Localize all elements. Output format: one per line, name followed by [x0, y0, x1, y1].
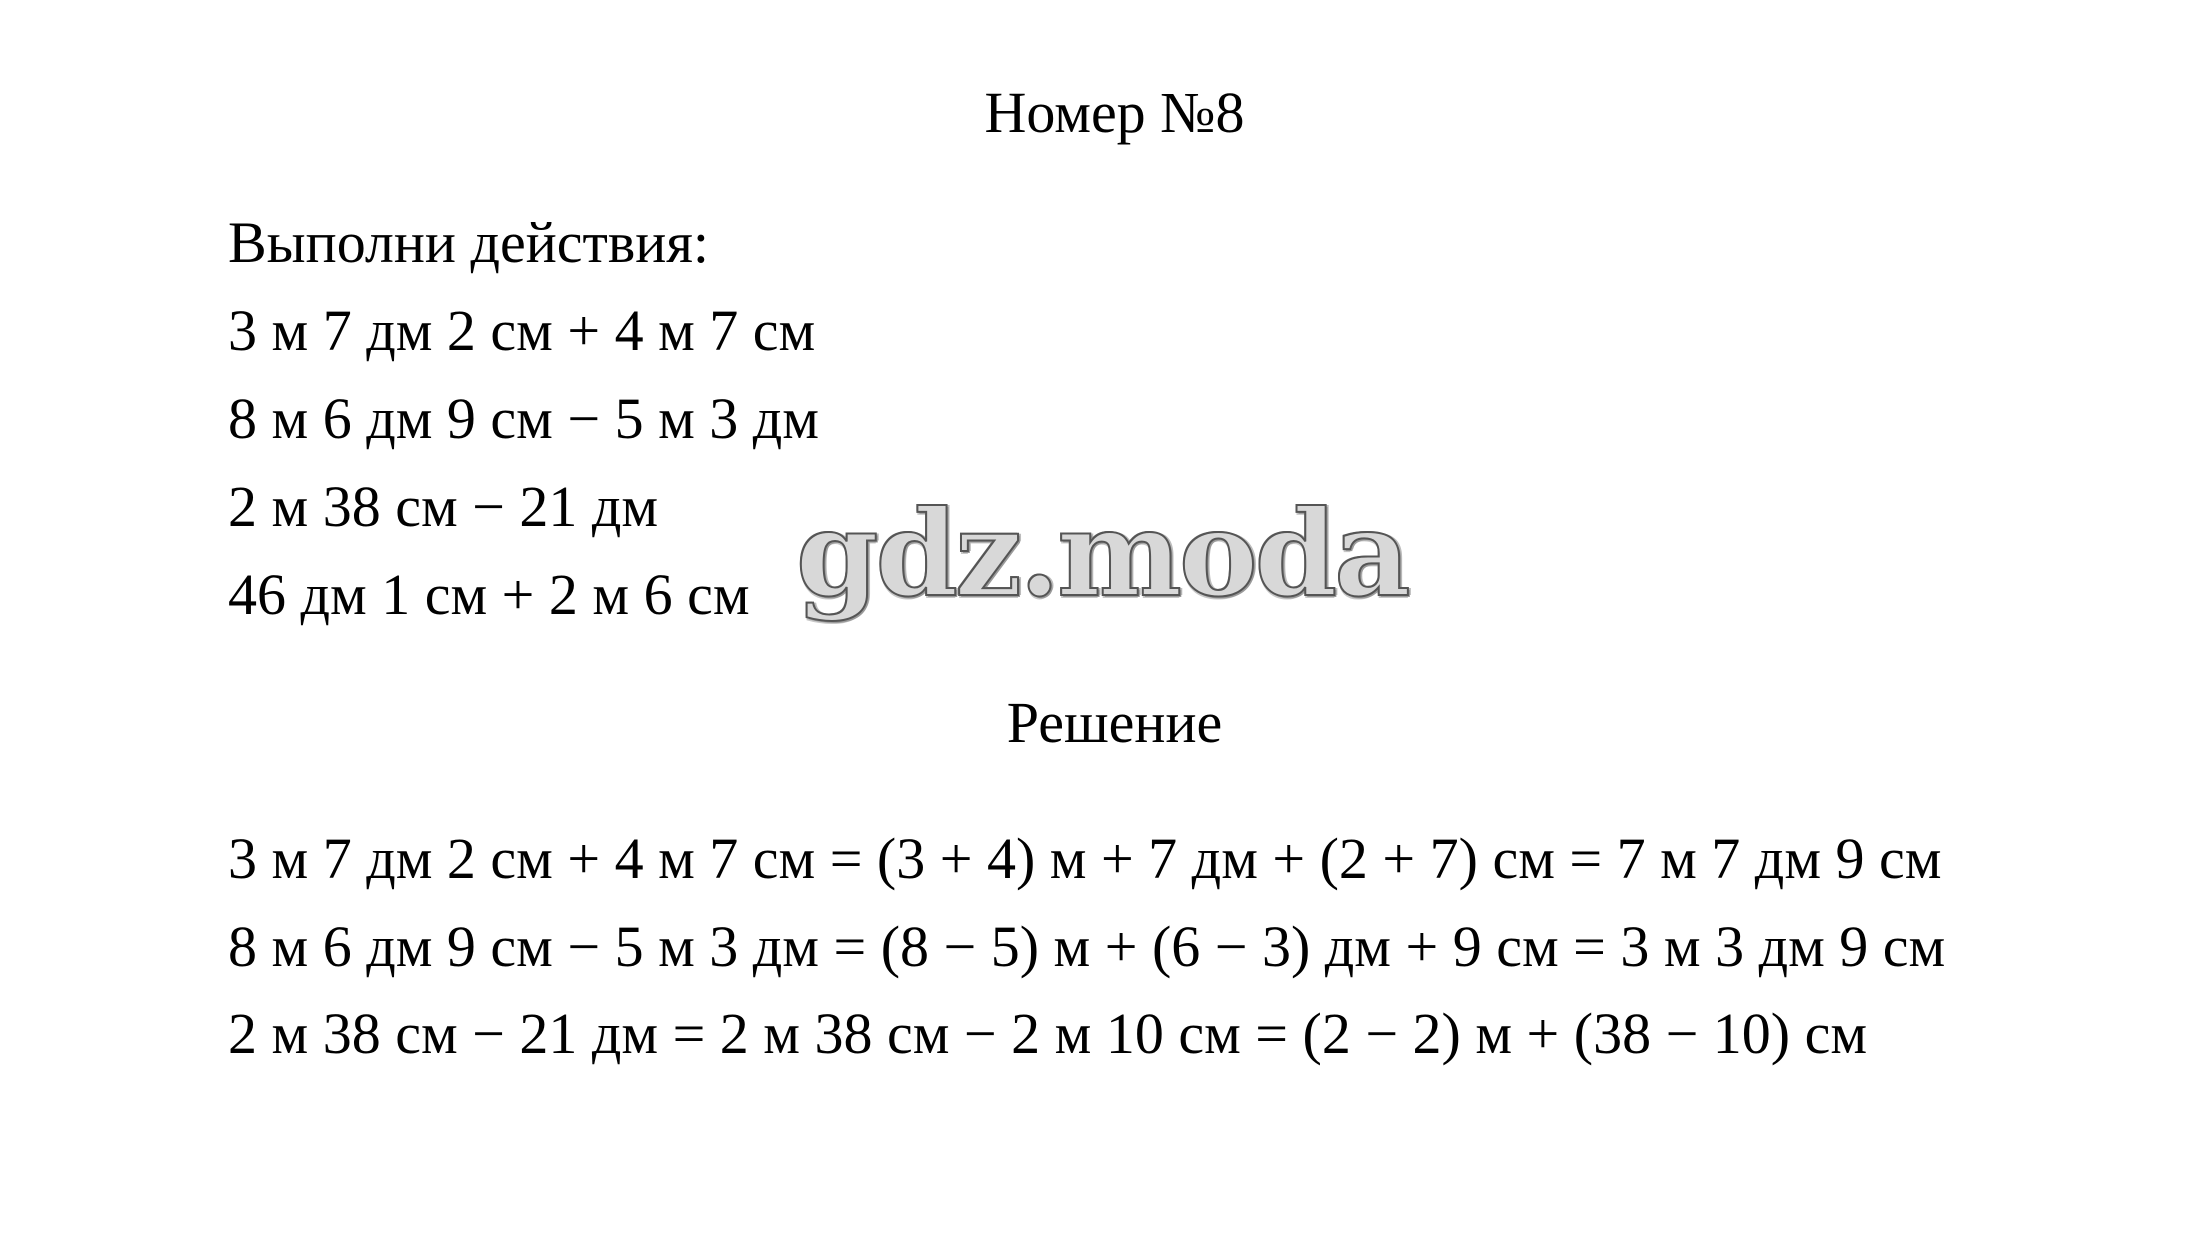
page-title: Номер №8	[984, 80, 1245, 145]
watermark-logo: gdz.moda	[796, 484, 1408, 623]
task-expression-3: 2 м 38 см − 21 дм	[228, 474, 659, 539]
task-expression-1: 3 м 7 дм 2 см + 4 м 7 см	[228, 298, 816, 363]
solution-line-2: 8 м 6 дм 9 см − 5 м 3 дм = (8 − 5) м + (6 − 3) дм + 9 см = 3 м 3 дм 9 см	[228, 914, 1946, 979]
solution-line-3: 2 м 38 см − 21 дм = 2 м 38 см − 2 м 10 см = (2 − 2) м + (38 − 10) см	[228, 1001, 1868, 1066]
solution-heading: Решение	[1006, 690, 1223, 755]
task-expression-4: 46 дм 1 см + 2 м 6 см	[228, 562, 750, 627]
solution-line-1: 3 м 7 дм 2 см + 4 м 7 см = (3 + 4) м + 7 дм + (2 + 7) см = 7 м 7 дм 9 см	[228, 826, 1942, 891]
task-expression-2: 8 м 6 дм 9 см − 5 м 3 дм	[228, 386, 819, 451]
task-instruction: Выполни действия:	[228, 210, 710, 275]
